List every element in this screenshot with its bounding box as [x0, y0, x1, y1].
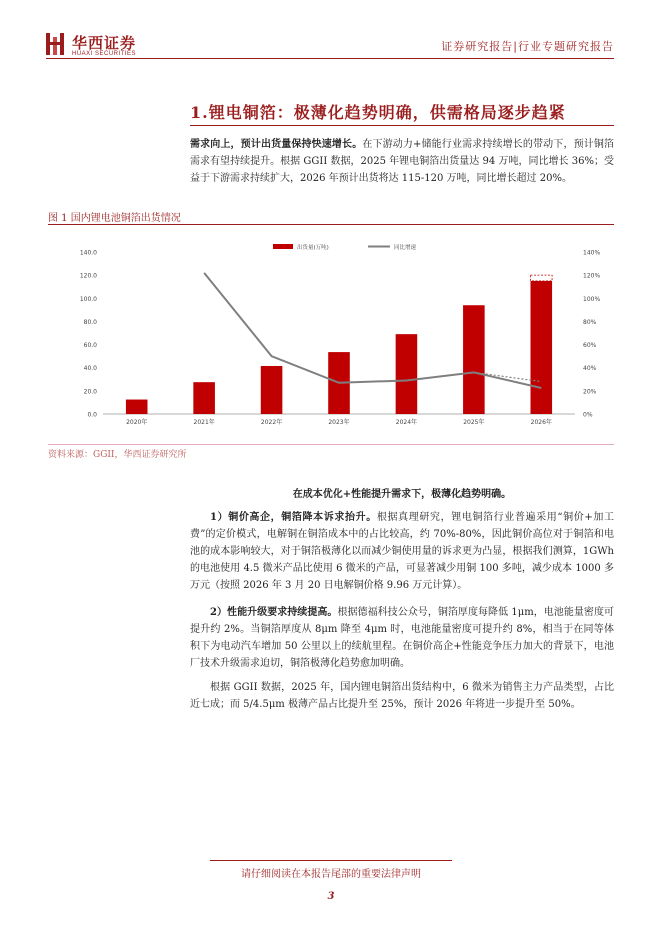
- figure-title: 图 1 国内锂电池铜箔出货情况: [48, 213, 181, 224]
- x-tick-label: 2021年: [193, 419, 215, 426]
- x-tick-label: 2023年: [328, 419, 350, 426]
- growth-rate-line: [204, 273, 541, 388]
- paragraph-copy-price-body: 根据真理研究，锂电铜箔行业普遍采用“铜价+加工费”的定价模式，电解铜在铜箔成本中的占比较高，约 70%-80%，因此铜价高位对于铜箔和电池的成本影响较大，对于铜箔极薄化以而减少铜使用量的诉求更为凸显，根据我们测算，1GWh 的电池使用 4.5 微米产品比使用 6 微米的产品，可显著减少用铜 100 多吨，减少成本 1000 多万元（按照 2026 年 3 月 20 日电解铜价格 9.96 万元计算）。: [190, 512, 614, 591]
- source-divider: [48, 444, 614, 445]
- y-right-tick-label: 20%: [583, 388, 597, 396]
- y-right-tick-label: 140%: [583, 249, 601, 257]
- subtitle-thinning-trend: 在成本优化+性能提升需求下，极薄化趋势明确。: [292, 489, 512, 500]
- bar-forecast-range: [530, 275, 552, 281]
- figure-source: 资料来源：GGII，华西证券研究所: [48, 450, 187, 460]
- bar: [396, 334, 418, 414]
- section-title: 1.锂电铜箔：极薄化趋势明确，供需格局逐步趋紧: [190, 103, 566, 122]
- y-left-tick-label: 100.0: [79, 295, 97, 303]
- paragraph-copy-price: [190, 509, 614, 594]
- y-left-tick-label: 140.0: [79, 249, 97, 257]
- paragraph-performance: [190, 604, 614, 672]
- y-left-tick-label: 40.0: [83, 365, 97, 373]
- page-number: 3: [327, 891, 335, 902]
- y-left-tick-label: 80.0: [83, 318, 97, 326]
- logo-text-cn: 华西证券: [72, 34, 137, 52]
- section-divider: [190, 125, 614, 126]
- bar: [193, 382, 215, 414]
- y-right-tick-label: 100%: [583, 295, 601, 303]
- paragraph-demand-lead: 需求向上，预计出货量保持快速增长。: [190, 139, 363, 150]
- y-right-tick-label: 80%: [583, 318, 597, 326]
- y-right-tick-label: 60%: [583, 342, 597, 350]
- legal-disclaimer: 请仔细阅读在本报告尾部的重要法律声明: [241, 869, 421, 880]
- footer-divider: [210, 860, 452, 861]
- y-left-tick-label: 120.0: [79, 272, 97, 280]
- header-divider: [46, 58, 614, 59]
- paragraph-performance-body: 根据德福科技公众号，铜箔厚度每降低 1μm，电池能量密度可提升约 2%。当铜箔厚度从 8μm 降至 4μm 时，电池能量密度可提升约 8%，相当于在同等体积下为电动汽车增加 50 公里以上的续航里程。在铜价高企+性能竞争压力加大的背景下，电池厂技术升级需求迫切，铜箔极薄化趋势愈加明确。: [190, 607, 614, 669]
- paragraph-structure: 根据 GGII 数据，2025 年，国内锂电铜箔出货结构中，6 微米为销售主力产品类型，占比近七成；而 5/4.5μm 极薄产品占比提升至 25%，预计 2026 年将进一步提升至 50%。: [190, 682, 614, 710]
- x-tick-label: 2020年: [126, 419, 148, 426]
- x-tick-label: 2025年: [463, 419, 485, 426]
- y-left-tick-label: 0.0: [87, 411, 97, 419]
- logo-text-en: HUAXI SECURITIES: [72, 51, 137, 57]
- paragraph-copy-price-lead: 1）铜价高企，铜箔降本诉求抬升。: [210, 512, 377, 523]
- bar: [463, 305, 485, 414]
- x-tick-label: 2024年: [395, 419, 418, 426]
- figure-divider: [48, 224, 614, 225]
- shipment-chart: [48, 232, 614, 432]
- y-right-tick-label: 120%: [583, 272, 601, 280]
- y-left-tick-label: 60.0: [83, 342, 97, 350]
- bar: [126, 400, 148, 414]
- x-tick-label: 2026年: [530, 419, 552, 426]
- legend-label-bar: 出货量(万吨): [297, 245, 329, 251]
- legend-label-line: 同比增速: [394, 245, 417, 251]
- paragraph-demand-body: 在下游动力+储能行业需求持续增长的带动下，预计铜箔需求有望持续提升。根据 GGII 数据，2025 年锂电铜箔出货量达 94 万吨，同比增长 36%；受益于下游需求持续扩大，2026 年预计出货将达 115-120 万吨，同比增长超过 20%。: [190, 139, 614, 184]
- bar: [530, 281, 552, 414]
- y-left-tick-label: 20.0: [83, 388, 97, 396]
- paragraph-demand: [190, 136, 614, 187]
- legend-swatch-bar: [273, 244, 293, 249]
- x-tick-label: 2022年: [260, 419, 283, 426]
- paragraph-performance-lead: 2）性能升级要求持续提高。: [210, 607, 338, 618]
- bar: [261, 366, 283, 414]
- huaxi-logo-icon: [46, 33, 64, 55]
- y-right-tick-label: 0%: [583, 411, 593, 419]
- report-type-label: 证券研究报告|行业专题研究报告: [441, 40, 614, 53]
- y-right-tick-label: 40%: [583, 365, 597, 373]
